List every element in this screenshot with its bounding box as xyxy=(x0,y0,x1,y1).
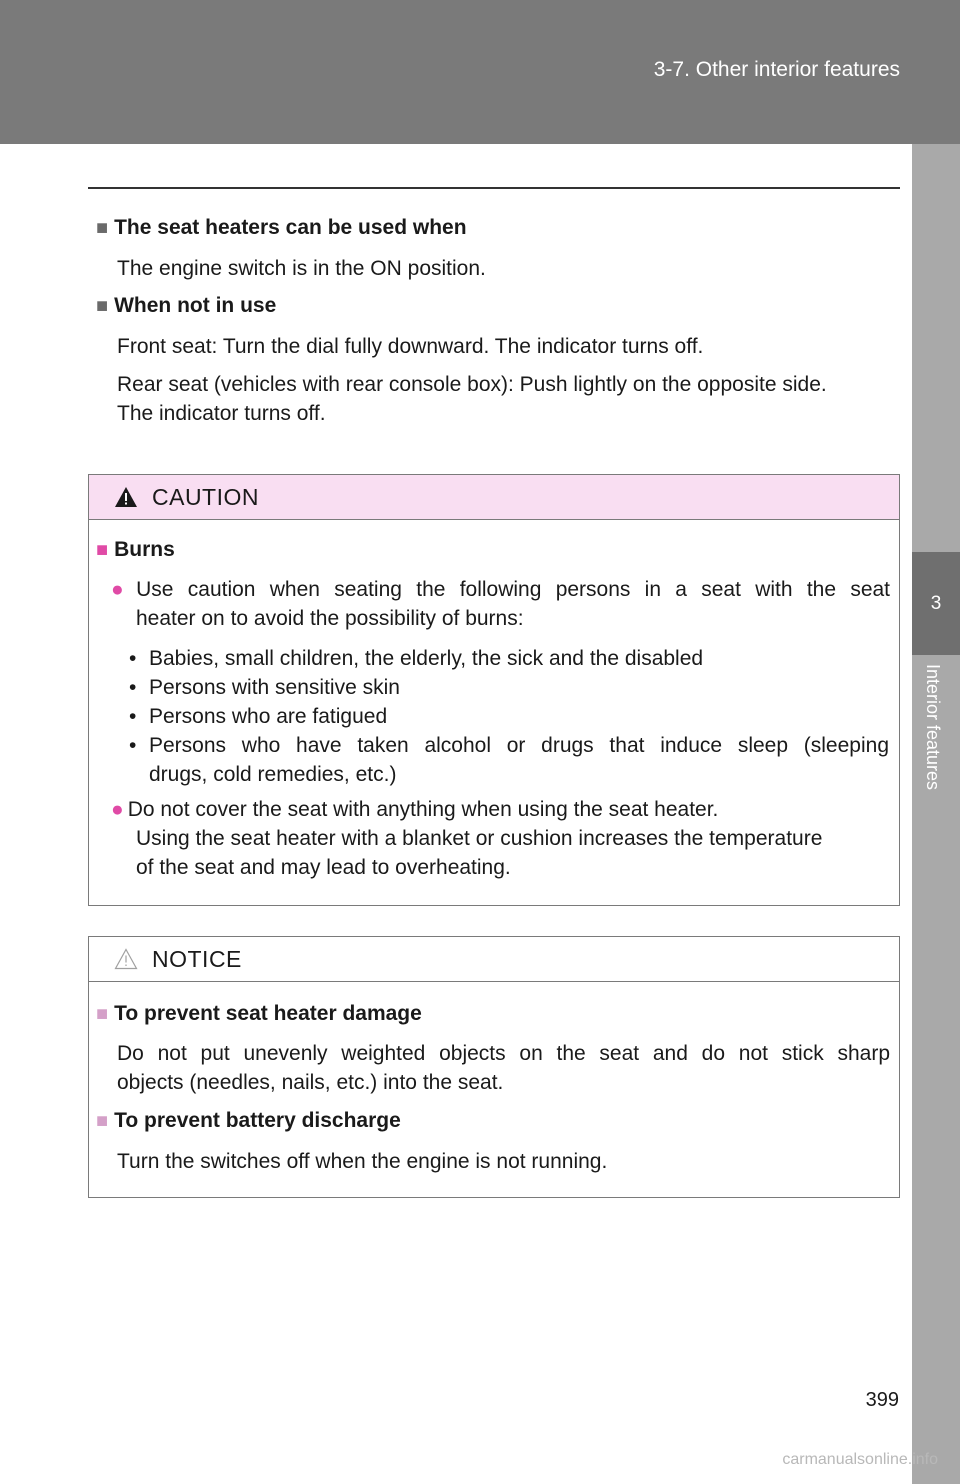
notice-triangle-icon xyxy=(114,948,138,970)
chapter-label: Interior features xyxy=(923,664,943,791)
round-bullet-icon: ● xyxy=(111,798,124,821)
heading-text: When not in use xyxy=(114,294,277,317)
heading-when-not-in-use xyxy=(96,294,276,318)
paragraph-line: Rear seat (vehicles with rear console box): Push lightly on the opposite side. xyxy=(117,373,827,396)
heading-text: The seat heaters can be used when xyxy=(114,216,467,239)
bullet-text-cont: heater on to avoid the possibility of burns: xyxy=(136,607,524,630)
caution-title: CAUTION xyxy=(152,483,259,510)
notice-heading-1 xyxy=(96,1002,422,1026)
notice-header xyxy=(89,937,899,982)
paragraph: The engine switch is in the ON position. xyxy=(117,257,486,280)
sub-item-text: Babies, small children, the elderly, the sick and the disabled xyxy=(149,647,704,670)
paragraph-line: objects (needles, nails, etc.) into the seat. xyxy=(117,1071,504,1094)
side-tab-top xyxy=(912,144,960,552)
sub-list xyxy=(129,644,889,789)
paragraph xyxy=(117,370,892,428)
sub-list-item: • Babies, small children, the elderly, the sick and the disabled xyxy=(129,647,704,670)
square-bullet-icon: ■ xyxy=(96,295,109,317)
paragraph-line: Do not put unevenly weighted objects on the seat and do not stick sharp xyxy=(117,1042,890,1065)
round-bullet-icon: ● xyxy=(111,578,133,601)
heading-text: To prevent battery discharge xyxy=(114,1109,401,1132)
heading-seat-heaters-use xyxy=(96,216,467,240)
sub-item-text: Persons with sensitive skin xyxy=(149,676,400,699)
notice-paragraph-1 xyxy=(117,1039,890,1097)
caution-heading xyxy=(96,538,175,562)
caution-header xyxy=(89,475,899,520)
notice-title: NOTICE xyxy=(152,945,242,972)
caution-body xyxy=(89,520,899,905)
caution-bullet-1 xyxy=(111,575,890,633)
bullet-text: Use caution when seating the following persons in a seat with the seat xyxy=(136,578,891,601)
sub-item-text: Persons who have taken alcohol or drugs that induce sleep (sleeping xyxy=(149,734,889,757)
notice-heading-2 xyxy=(96,1109,401,1133)
chapter-number-tab[interactable]: 3 xyxy=(912,552,960,655)
sub-list-item: • Persons with sensitive skin xyxy=(129,676,400,699)
bullet-text-cont: Using the seat heater with a blanket or cushion increases the temperature xyxy=(136,827,823,850)
bullet-text: Do not cover the seat with anything when using the seat heater. xyxy=(127,798,719,821)
caution-box xyxy=(88,474,900,906)
sub-list-item: • Persons who are fatigued xyxy=(129,705,388,728)
side-tab-bottom xyxy=(912,855,960,1484)
notice-box xyxy=(88,936,900,1198)
square-bullet-icon: ■ xyxy=(96,1110,109,1132)
notice-body xyxy=(89,982,899,1197)
paragraph-line: The indicator turns off. xyxy=(117,402,326,425)
watermark: carmanualsonline.info xyxy=(782,1451,938,1468)
sub-list-item: • Persons who have taken alcohol or drugs that induce sleep (sleeping xyxy=(129,734,889,757)
heading-text: Burns xyxy=(114,538,175,561)
sub-item-cont: drugs, cold remedies, etc.) xyxy=(149,763,397,786)
caution-bullet-2 xyxy=(111,795,890,882)
warning-triangle-icon xyxy=(114,486,138,508)
square-bullet-icon: ■ xyxy=(96,539,109,561)
sub-item-text: Persons who are fatigued xyxy=(149,705,388,728)
bullet-text-cont: of the seat and may lead to overheating. xyxy=(136,856,511,879)
divider-rule xyxy=(88,187,900,189)
paragraph: Front seat: Turn the dial fully downward. The indicator turns off. xyxy=(117,335,704,358)
heading-text: To prevent seat heater damage xyxy=(114,1002,422,1025)
section-title: 3-7. Other interior features xyxy=(653,58,900,81)
square-bullet-icon: ■ xyxy=(96,217,109,239)
square-bullet-icon: ■ xyxy=(96,1003,109,1025)
page-number: 399 xyxy=(865,1389,899,1411)
notice-paragraph-2: Turn the switches off when the engine is not running. xyxy=(117,1150,608,1173)
